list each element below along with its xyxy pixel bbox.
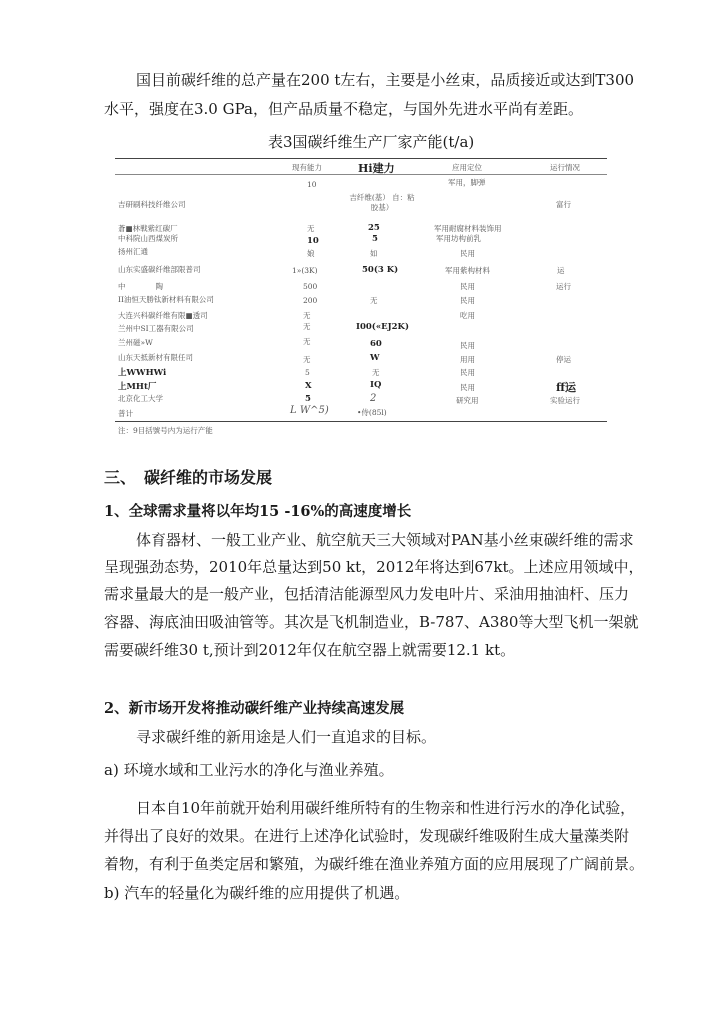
subsection-2-heading: 2、新市场开发将推动碳纤维产业持续高速发展 xyxy=(104,700,405,717)
row-9-planned: I00(«EJ2K) xyxy=(356,322,409,332)
row-5-planned: 50(3 K) xyxy=(362,265,399,275)
row-14-planned: 2 xyxy=(370,393,377,404)
row-4-capacity: 娘 xyxy=(307,249,315,258)
row-5-capacity: 1»(3K) xyxy=(292,266,318,275)
row-12-application: 民用 xyxy=(460,368,475,377)
row-11-name: 山东天抵新材有限任司 xyxy=(118,353,193,362)
table-bottom-rule xyxy=(115,421,607,422)
row-0-application: 军用，脚弹 xyxy=(448,178,486,187)
row-10-capacity: 无 xyxy=(303,337,311,346)
sub1-line-4: 容器、海底油田吸油管等。其次是飞机制造业，B-787、A380等大型飞机一架就 xyxy=(104,613,639,631)
row-11-capacity: 无 xyxy=(303,355,311,364)
row-6-status: 运行 xyxy=(556,282,571,291)
sub1-line-1: 体育器材、一般工业产业、航空航天三大领域对PAN基小丝束碳纤维的需求 xyxy=(136,531,634,549)
header-capacity: 现有能力 xyxy=(292,163,322,172)
row-total-capacity: L W^5) xyxy=(290,405,329,416)
row-12-capacity: 5 xyxy=(305,368,310,377)
sub2-para-line-2: 并得出了良好的效果。在进行上述净化试验时，发现碳纤维吸附生成大量藻类附 xyxy=(104,827,630,845)
header-planned: Hi建力 xyxy=(358,162,395,175)
row-7-planned: 无 xyxy=(370,296,378,305)
sub1-line-2: 呈现强劲态势，2010年总量达到50 kt，2012年将达到67kt。上述应用领域中， xyxy=(104,558,644,576)
sub2-item-b: b) 汽车的轻量化为碳纤维的应用提供了机遇。 xyxy=(104,884,410,902)
row-11-planned: W xyxy=(370,353,380,363)
row-5-status: 运 xyxy=(557,266,565,275)
sub2-para-line-1: 日本自10年前就开始利用碳纤维所特有的生物亲和性进行污水的净化试验， xyxy=(136,799,636,817)
section-heading: 三、 碳纤维的市场发展 xyxy=(104,468,273,487)
row-11-status: 停运 xyxy=(556,355,571,364)
row-7-name: II油恒天勝钛新材料有限公司 xyxy=(118,295,214,304)
row-14-name: 北京化工大学 xyxy=(118,394,163,403)
row-10-planned: 60 xyxy=(370,339,382,349)
row-4-name: 扬州汇通 xyxy=(118,247,148,256)
row-5-name: 山东实盛碳纤维部限普司 xyxy=(118,265,201,274)
row-13-status: ff运 xyxy=(556,381,577,394)
intro-line-2: 水平，强度在3.0 GPa，但产品质量不稳定，与国外先进水平尚有差距。 xyxy=(104,100,583,118)
sub2-item-a: a) 环境水域和工业污水的净化与渔业养殖。 xyxy=(104,761,394,779)
table-caption: 表3国碳纤维生产厂家产能(t/a) xyxy=(268,133,475,151)
row-13-capacity: X xyxy=(305,381,312,391)
row-2-capacity: 无 xyxy=(307,224,315,233)
row-8-name: 大连兴科碳纤维有限■透司 xyxy=(118,311,208,320)
row-8-capacity: 无 xyxy=(303,311,311,320)
row-3-planned: 5 xyxy=(372,234,378,244)
table-top-rule xyxy=(115,158,607,159)
row-2-planned: 25 xyxy=(368,223,380,233)
header-application: 应用定位 xyxy=(452,163,482,172)
row-14-status: 实验运行 xyxy=(550,396,580,405)
row-14-application: 研究用 xyxy=(456,396,479,405)
row-13-application: 民用 xyxy=(460,383,475,392)
subsection-1-heading: 1、全球需求量将以年均15 -16%的高速度增长 xyxy=(104,503,412,520)
row-11-application: 用用 xyxy=(460,355,475,364)
row-2-application: 军用耐腐材料装饰用 xyxy=(434,224,502,233)
row-3-application: 军用坊构前乳 xyxy=(436,234,481,243)
intro-line-1: 国目前碳纤维的总产量在200 t左右，主要是小丝束，品质接近或达到T300 xyxy=(136,71,635,89)
table-note: 注：9目括號号内为运行产能 xyxy=(118,426,213,435)
sub2-para-line-3: 着物，有利于鱼类定居和繁殖，为碳纤维在渔业养殖方面的应用展现了广阔前景。 xyxy=(104,855,645,873)
row-10-name: 兰州磁»W xyxy=(118,338,153,347)
row-8-application: 吃用 xyxy=(460,311,475,320)
sub1-line-5: 需要碳纤维30 t,预计到2012年仅在航空器上就需要12.1 kt。 xyxy=(104,641,516,659)
row-1-status: 富行 xyxy=(556,200,571,209)
table-header-rule xyxy=(115,174,607,175)
row-0-capacity: 10 xyxy=(307,180,317,189)
row-10-application: 民用 xyxy=(460,341,475,350)
row-4-planned: 如 xyxy=(370,249,378,258)
row-6-name: 中 陶 xyxy=(118,282,163,291)
row-9-capacity: 无 xyxy=(303,322,311,331)
row-7-capacity: 200 xyxy=(303,296,318,305)
row-3-name: 中科院山西煤炭所 xyxy=(118,234,178,243)
row-total-planned: •侍(85l) xyxy=(357,408,387,417)
row-3-capacity: 10 xyxy=(307,236,319,246)
row-4-application: 民用 xyxy=(460,249,475,258)
row-6-capacity: 500 xyxy=(303,282,318,291)
row-1-name: 吉研刷科技纤维公司 xyxy=(118,200,186,209)
sub1-line-3: 需求量最大的是一般产业，包括清洁能源型风力发电叶片、采油用抽油杆、压力 xyxy=(104,585,630,603)
row-12-planned: 无 xyxy=(372,368,380,377)
row-12-name: 上WWHWi xyxy=(118,368,167,378)
row-5-application: 军用紫构材料 xyxy=(445,266,490,275)
sub2-intro: 寻求碳纤维的新用途是人们一直追求的目标。 xyxy=(136,728,437,746)
row-2-name: 蒼■林戦紫红碳厂 xyxy=(118,224,178,233)
row-1-planned: 吉纤维(基） 自：粘胶基） xyxy=(349,193,415,212)
row-total-name: 普计 xyxy=(118,409,133,418)
header-status: 运行情况 xyxy=(550,163,580,172)
row-13-planned: IQ xyxy=(370,380,382,390)
row-7-application: 民用 xyxy=(460,296,475,305)
row-13-name: 上MHt厂 xyxy=(118,382,157,392)
row-6-application: 民用 xyxy=(460,282,475,291)
row-14-capacity: 5 xyxy=(305,394,311,404)
row-9-name: 兰州中SI工器有限公司 xyxy=(118,324,194,333)
